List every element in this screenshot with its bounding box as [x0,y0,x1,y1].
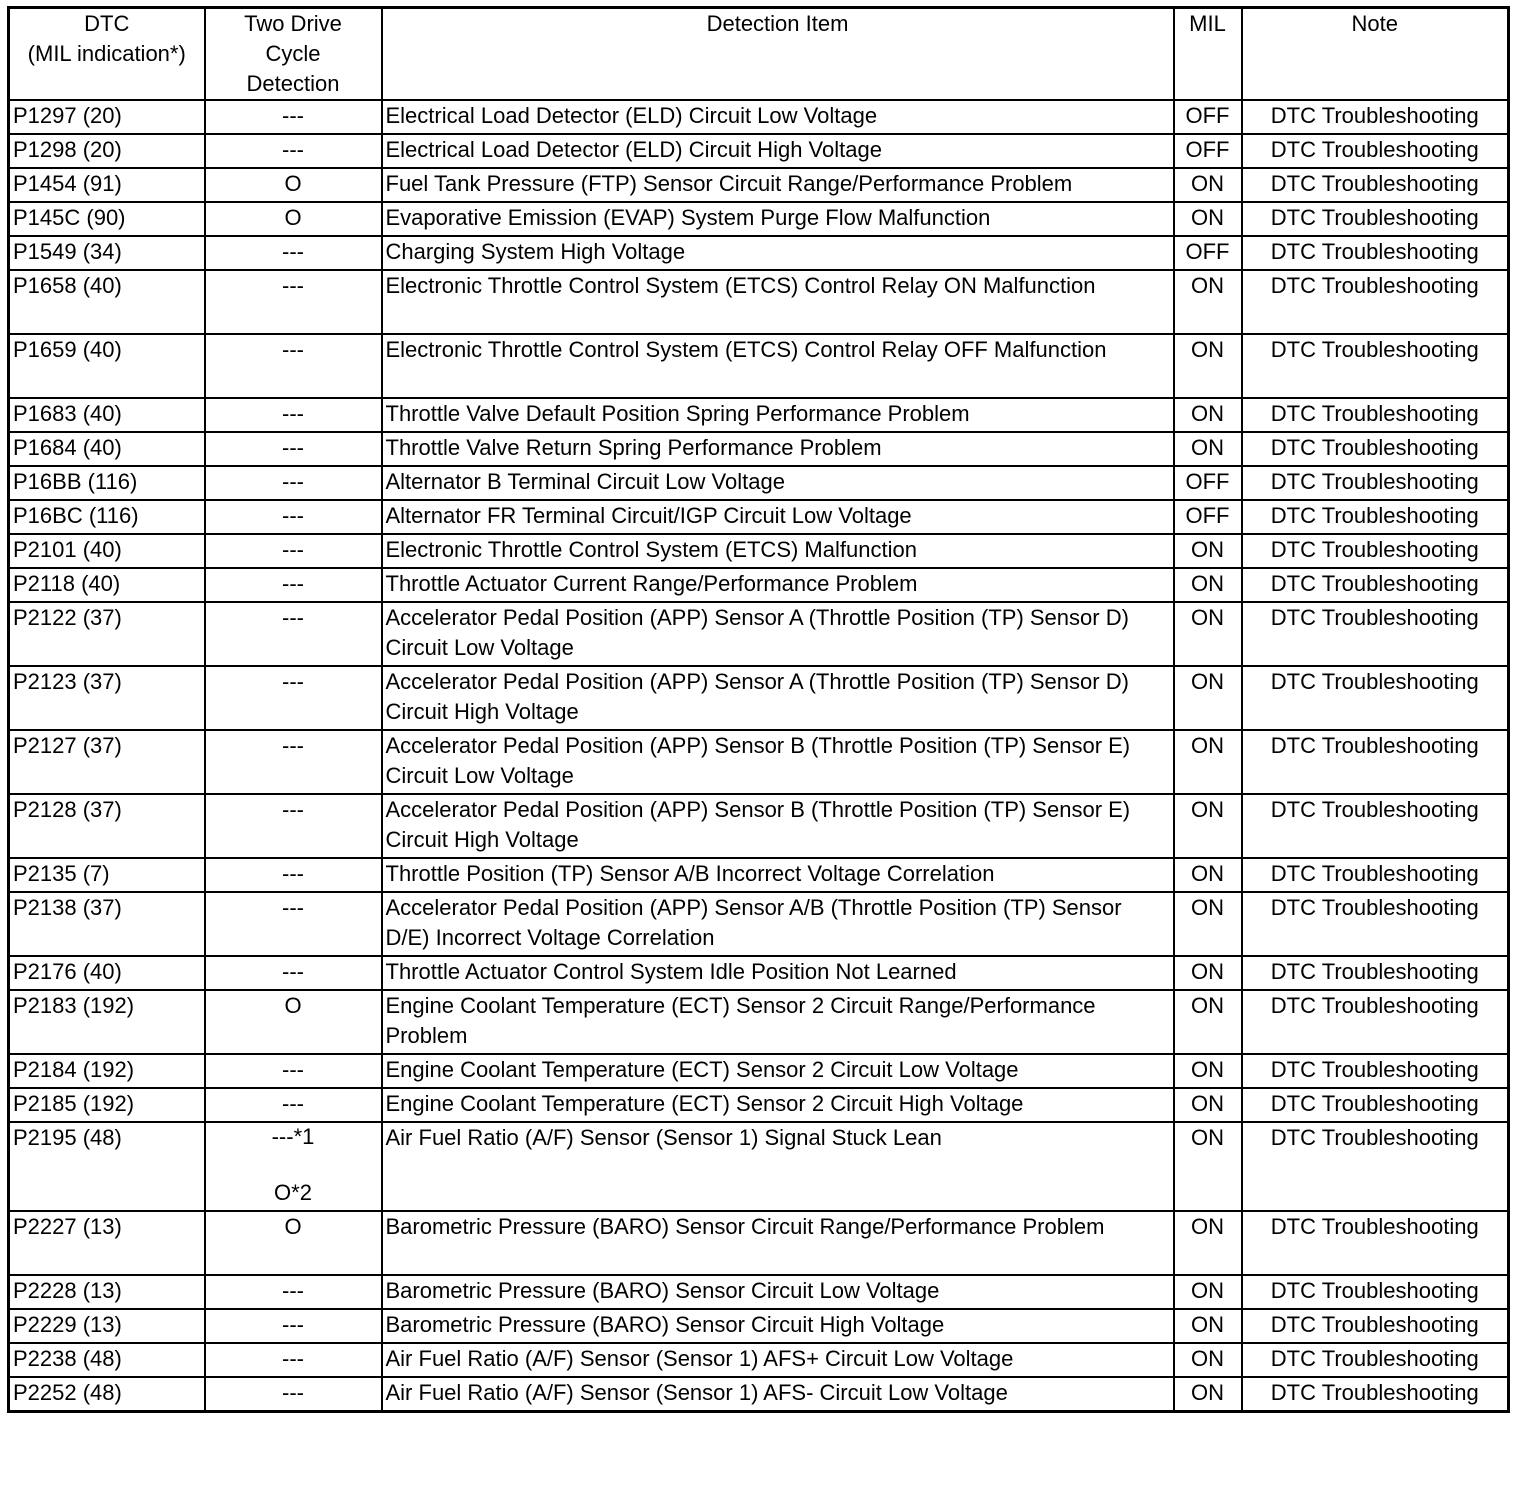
dtc-code-cell: P1683 (40) [9,398,205,432]
mil-cell: ON [1174,602,1242,666]
two-drive-cycle-cell: --- [205,730,382,794]
dtc-code-cell: P2195 (48) [9,1122,205,1211]
dtc-code-cell: P2184 (192) [9,1054,205,1088]
note-cell: DTC Troubleshooting [1242,334,1509,398]
two-drive-cycle-cell: --- [205,1343,382,1377]
note-cell: DTC Troubleshooting [1242,730,1509,794]
detection-item-cell: Accelerator Pedal Position (APP) Sensor A (Throttle Position (TP) Sensor D) Circuit Low Voltage [382,602,1174,666]
detection-item-cell: Throttle Actuator Control System Idle Position Not Learned [382,956,1174,990]
note-cell: DTC Troubleshooting [1242,432,1509,466]
two-drive-cycle-cell: --- [205,602,382,666]
mil-cell: ON [1174,1211,1242,1275]
dtc-code-cell: P2138 (37) [9,892,205,956]
dtc-code-cell: P2122 (37) [9,602,205,666]
two-drive-cycle-cell: --- [205,1309,382,1343]
detection-item-cell: Evaporative Emission (EVAP) System Purge Flow Malfunction [382,202,1174,236]
two-drive-cycle-cell: --- [205,892,382,956]
mil-cell: ON [1174,1275,1242,1309]
mil-cell: OFF [1174,500,1242,534]
dtc-table [7,6,1510,1413]
detection-item-cell: Throttle Valve Return Spring Performance Problem [382,432,1174,466]
detection-item-cell: Throttle Valve Default Position Spring Performance Problem [382,398,1174,432]
detection-item-cell: Engine Coolant Temperature (ECT) Sensor 2 Circuit Range/Performance Problem [382,990,1174,1054]
note-cell: DTC Troubleshooting [1242,134,1509,168]
table-row [9,730,1509,794]
header-row [9,8,1509,101]
detection-item-cell: Alternator B Terminal Circuit Low Voltage [382,466,1174,500]
detection-item-cell: Air Fuel Ratio (A/F) Sensor (Sensor 1) Signal Stuck Lean [382,1122,1174,1211]
table-row [9,1275,1509,1309]
mil-cell: ON [1174,794,1242,858]
two-drive-cycle-cell: --- [205,1377,382,1412]
dtc-code-cell: P1658 (40) [9,270,205,334]
two-drive-cycle-cell: O [205,168,382,202]
note-cell: DTC Troubleshooting [1242,100,1509,134]
header-mil: MIL [1174,8,1242,101]
note-cell: DTC Troubleshooting [1242,1343,1509,1377]
mil-cell: ON [1174,956,1242,990]
mil-cell: ON [1174,568,1242,602]
dtc-code-cell: P2118 (40) [9,568,205,602]
dtc-code-cell: P16BB (116) [9,466,205,500]
dtc-code-cell: P145C (90) [9,202,205,236]
table-row [9,990,1509,1054]
note-cell: DTC Troubleshooting [1242,168,1509,202]
note-cell: DTC Troubleshooting [1242,270,1509,334]
two-drive-cycle-cell: --- [205,666,382,730]
mil-cell: ON [1174,270,1242,334]
note-cell: DTC Troubleshooting [1242,398,1509,432]
two-drive-cycle-cell: --- [205,1275,382,1309]
note-cell: DTC Troubleshooting [1242,534,1509,568]
note-cell: DTC Troubleshooting [1242,568,1509,602]
detection-item-cell: Barometric Pressure (BARO) Sensor Circuit Range/Performance Problem [382,1211,1174,1275]
note-cell: DTC Troubleshooting [1242,990,1509,1054]
mil-cell: ON [1174,666,1242,730]
table-row [9,202,1509,236]
mil-cell: OFF [1174,100,1242,134]
two-drive-cycle-cell: --- [205,398,382,432]
detection-item-cell: Throttle Position (TP) Sensor A/B Incorrect Voltage Correlation [382,858,1174,892]
two-drive-cycle-cell: --- [205,466,382,500]
mil-cell: ON [1174,534,1242,568]
dtc-code-cell: P2238 (48) [9,1343,205,1377]
dtc-code-cell: P2183 (192) [9,990,205,1054]
table-row [9,1377,1509,1412]
table-row [9,956,1509,990]
mil-cell: ON [1174,1309,1242,1343]
table-row [9,1211,1509,1275]
table-row [9,794,1509,858]
two-drive-cycle-cell: --- [205,568,382,602]
mil-cell: ON [1174,730,1242,794]
two-drive-cycle-cell: --- [205,334,382,398]
dtc-code-cell: P1549 (34) [9,236,205,270]
table-row [9,466,1509,500]
note-cell: DTC Troubleshooting [1242,1377,1509,1412]
table-row [9,168,1509,202]
table-row [9,666,1509,730]
note-cell: DTC Troubleshooting [1242,202,1509,236]
mil-cell: ON [1174,202,1242,236]
two-drive-cycle-cell: --- [205,794,382,858]
detection-item-cell: Electronic Throttle Control System (ETCS) Malfunction [382,534,1174,568]
table-row [9,568,1509,602]
table-row [9,1309,1509,1343]
header-two-drive-cycle: Two Drive Cycle Detection [205,8,382,101]
note-cell: DTC Troubleshooting [1242,500,1509,534]
detection-item-cell: Accelerator Pedal Position (APP) Sensor A (Throttle Position (TP) Sensor D) Circuit High Voltage [382,666,1174,730]
two-drive-cycle-cell: --- [205,432,382,466]
mil-cell: ON [1174,334,1242,398]
detection-item-cell: Electrical Load Detector (ELD) Circuit High Voltage [382,134,1174,168]
note-cell: DTC Troubleshooting [1242,956,1509,990]
detection-item-cell: Accelerator Pedal Position (APP) Sensor B (Throttle Position (TP) Sensor E) Circuit Low Voltage [382,730,1174,794]
table-row [9,892,1509,956]
note-cell: DTC Troubleshooting [1242,602,1509,666]
mil-cell: ON [1174,1088,1242,1122]
two-drive-cycle-cell: O [205,990,382,1054]
header-note: Note [1242,8,1509,101]
detection-item-cell: Barometric Pressure (BARO) Sensor Circuit High Voltage [382,1309,1174,1343]
table-row [9,1343,1509,1377]
detection-item-cell: Alternator FR Terminal Circuit/IGP Circuit Low Voltage [382,500,1174,534]
detection-item-cell: Air Fuel Ratio (A/F) Sensor (Sensor 1) AFS+ Circuit Low Voltage [382,1343,1174,1377]
detection-item-cell: Electrical Load Detector (ELD) Circuit Low Voltage [382,100,1174,134]
dtc-code-cell: P1298 (20) [9,134,205,168]
header-detection-item: Detection Item [382,8,1174,101]
mil-cell: ON [1174,892,1242,956]
detection-item-cell: Air Fuel Ratio (A/F) Sensor (Sensor 1) AFS- Circuit Low Voltage [382,1377,1174,1412]
note-cell: DTC Troubleshooting [1242,892,1509,956]
note-cell: DTC Troubleshooting [1242,794,1509,858]
note-cell: DTC Troubleshooting [1242,236,1509,270]
dtc-code-cell: P2176 (40) [9,956,205,990]
header-dtc: DTC (MIL indication*) [9,8,205,101]
mil-cell: ON [1174,858,1242,892]
dtc-code-cell: P1297 (20) [9,100,205,134]
dtc-code-cell: P2252 (48) [9,1377,205,1412]
note-cell: DTC Troubleshooting [1242,1122,1509,1211]
two-drive-cycle-cell: --- [205,100,382,134]
dtc-code-cell: P2185 (192) [9,1088,205,1122]
note-cell: DTC Troubleshooting [1242,858,1509,892]
dtc-code-cell: P1454 (91) [9,168,205,202]
dtc-table-body [9,100,1509,1412]
dtc-code-cell: P2228 (13) [9,1275,205,1309]
two-drive-cycle-cell: --- [205,500,382,534]
two-drive-cycle-cell: --- [205,956,382,990]
mil-cell: ON [1174,398,1242,432]
detection-item-cell: Throttle Actuator Current Range/Performance Problem [382,568,1174,602]
table-row [9,236,1509,270]
mil-cell: ON [1174,1122,1242,1211]
table-row [9,602,1509,666]
note-cell: DTC Troubleshooting [1242,1309,1509,1343]
two-drive-cycle-cell: --- [205,534,382,568]
table-row [9,134,1509,168]
mil-cell: ON [1174,1343,1242,1377]
note-cell: DTC Troubleshooting [1242,466,1509,500]
table-row [9,100,1509,134]
note-cell: DTC Troubleshooting [1242,1211,1509,1275]
dtc-code-cell: P2123 (37) [9,666,205,730]
detection-item-cell: Engine Coolant Temperature (ECT) Sensor 2 Circuit High Voltage [382,1088,1174,1122]
dtc-code-cell: P2128 (37) [9,794,205,858]
note-cell: DTC Troubleshooting [1242,1054,1509,1088]
mil-cell: ON [1174,168,1242,202]
detection-item-cell: Fuel Tank Pressure (FTP) Sensor Circuit Range/Performance Problem [382,168,1174,202]
dtc-code-cell: P2101 (40) [9,534,205,568]
note-cell: DTC Troubleshooting [1242,1088,1509,1122]
two-drive-cycle-cell: --- [205,270,382,334]
dtc-code-cell: P1684 (40) [9,432,205,466]
table-row [9,270,1509,334]
detection-item-cell: Electronic Throttle Control System (ETCS) Control Relay OFF Malfunction [382,334,1174,398]
two-drive-cycle-cell: --- [205,858,382,892]
table-row [9,1088,1509,1122]
mil-cell: OFF [1174,236,1242,270]
table-row [9,500,1509,534]
detection-item-cell: Accelerator Pedal Position (APP) Sensor B (Throttle Position (TP) Sensor E) Circuit High Voltage [382,794,1174,858]
table-row [9,1054,1509,1088]
two-drive-cycle-cell: O [205,202,382,236]
table-row [9,432,1509,466]
two-drive-cycle-cell: ---*1 O*2 [205,1122,382,1211]
mil-cell: ON [1174,990,1242,1054]
detection-item-cell: Barometric Pressure (BARO) Sensor Circuit Low Voltage [382,1275,1174,1309]
dtc-code-cell: P2229 (13) [9,1309,205,1343]
dtc-code-cell: P1659 (40) [9,334,205,398]
two-drive-cycle-cell: O [205,1211,382,1275]
table-row [9,334,1509,398]
mil-cell: ON [1174,1377,1242,1412]
dtc-code-cell: P2135 (7) [9,858,205,892]
detection-item-cell: Electronic Throttle Control System (ETCS) Control Relay ON Malfunction [382,270,1174,334]
dtc-code-cell: P2127 (37) [9,730,205,794]
note-cell: DTC Troubleshooting [1242,666,1509,730]
table-row [9,534,1509,568]
dtc-code-cell: P16BC (116) [9,500,205,534]
mil-cell: ON [1174,1054,1242,1088]
mil-cell: OFF [1174,134,1242,168]
mil-cell: OFF [1174,466,1242,500]
detection-item-cell: Engine Coolant Temperature (ECT) Sensor 2 Circuit Low Voltage [382,1054,1174,1088]
two-drive-cycle-cell: --- [205,1054,382,1088]
dtc-code-cell: P2227 (13) [9,1211,205,1275]
two-drive-cycle-cell: --- [205,1088,382,1122]
detection-item-cell: Charging System High Voltage [382,236,1174,270]
table-row [9,858,1509,892]
mil-cell: ON [1174,432,1242,466]
note-cell: DTC Troubleshooting [1242,1275,1509,1309]
table-row [9,398,1509,432]
detection-item-cell: Accelerator Pedal Position (APP) Sensor A/B (Throttle Position (TP) Sensor D/E) Incorrect Voltage Correlation [382,892,1174,956]
two-drive-cycle-cell: --- [205,134,382,168]
two-drive-cycle-cell: --- [205,236,382,270]
table-row [9,1122,1509,1211]
